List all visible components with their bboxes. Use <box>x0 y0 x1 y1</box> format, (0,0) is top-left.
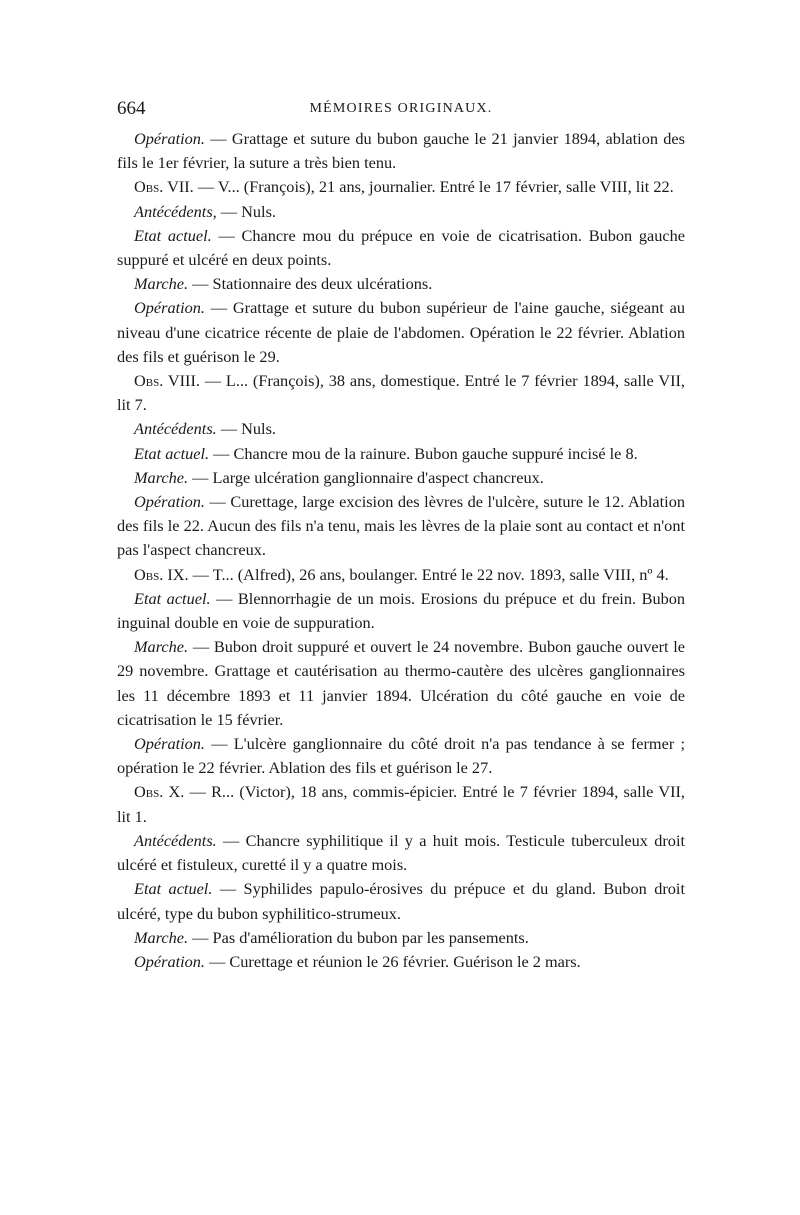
paragraph <box>117 200 685 224</box>
paragraph-text: — Syphilides papulo-érosives du prépuce et du gland. Bubon droit ulcéré, type du bubon syphilitico-strumeux. <box>117 879 685 923</box>
paragraph-text: — Bubon droit suppuré et ouvert le 24 novembre. Bubon gauche ouvert le 29 novembre. Grattage et cautérisation au thermo-cautère des ulcères ganglionnaires les 11 décembre 1893 et 11 janvier 1894. Ulcération du côté gauche en voie de cicatrisation le 15 février. <box>117 637 685 729</box>
section-label: Marche. <box>134 467 189 487</box>
paragraph <box>117 466 685 490</box>
paragraph <box>117 442 685 466</box>
paragraph-text: — Grattage et suture du bubon gauche le 21 janvier 1894, ablation des fils le 1er février, la suture a très bien tenu. <box>117 129 685 173</box>
paragraph-text: X. — R... (Victor), 18 ans, commis-épicier. Entré le 7 février 1894, salle VII, lit 1. <box>117 782 685 826</box>
section-label: Opération. <box>134 492 205 512</box>
paragraph-text: — Blennorrhagie de un mois. Erosions du prépuce et du frein. Bubon inguinal double en voie de suppuration. <box>117 588 686 633</box>
paragraph <box>117 369 685 417</box>
paragraph <box>117 950 685 974</box>
page-header <box>117 98 685 122</box>
observation-label: Obs. <box>134 564 164 584</box>
paragraph <box>117 127 685 175</box>
paragraph-text: VIII. — L... (François), 38 ans, domestique. Entré le 7 février 1894, salle VII, lit 7. <box>117 371 685 415</box>
section-label: Etat actuel. <box>134 588 211 608</box>
observation-label: Obs. <box>134 177 164 197</box>
paragraph <box>117 780 685 828</box>
paragraph-text: — Stationnaire des deux ulcérations. <box>188 274 433 294</box>
paragraph <box>117 635 685 732</box>
paragraph-text: — Nuls. <box>216 419 276 439</box>
section-label: Opération. <box>134 129 205 148</box>
paragraph-text: — Chancre mou du prépuce en voie de cicatrisation. Bubon gauche suppuré et ulcéré en deux points. <box>117 225 685 270</box>
section-label: Opération. <box>134 951 205 971</box>
paragraph <box>117 563 685 587</box>
section-label: Antécédents. <box>134 419 217 439</box>
section-label: Antécédents. <box>134 830 217 850</box>
section-label: Opération. <box>134 734 205 754</box>
section-label: Etat actuel. <box>134 879 213 899</box>
body-text <box>117 127 685 974</box>
paragraph <box>117 296 685 369</box>
observation-label: Obs. <box>134 782 164 802</box>
section-label: Etat actuel. <box>134 225 212 245</box>
paragraph <box>117 829 685 877</box>
paragraph <box>117 490 685 563</box>
paragraph-text: — Grattage et suture du bubon supérieur de l'aine gauche, siégeant au niveau d'une cicatrice récente de plaie de l'abdomen. Opération le 22 février. Ablation des fils et guérison le 29. <box>117 298 685 366</box>
section-label: Etat actuel. <box>134 443 210 463</box>
paragraph <box>117 877 685 925</box>
paragraph <box>117 926 685 950</box>
section-label: Opération. <box>134 298 205 318</box>
section-label: Marche. <box>134 274 189 294</box>
paragraph-text: — Chancre syphilitique il y a huit mois. Testicule tuberculeux droit ulcéré et fistuleux, curetté il y a quatre mois. <box>117 830 685 875</box>
paragraph-text: IX. — T... (Alfred), 26 ans, boulanger. Entré le 22 nov. 1893, salle VIII, nº 4. <box>163 564 669 584</box>
paragraph-text: — Large ulcération ganglionnaire d'aspect chancreux. <box>188 467 544 487</box>
page-number: 664 <box>117 98 146 119</box>
paragraph-text: — Curettage et réunion le 26 février. Guérison le 2 mars. <box>205 951 581 971</box>
paragraph-text: VII. — V... (François), 21 ans, journalier. Entré le 17 février, salle VIII, lit 22. <box>163 177 674 197</box>
paragraph <box>117 175 685 199</box>
running-title: MÉMOIRES ORIGINAUX. <box>309 101 493 116</box>
section-label: Marche. <box>134 927 189 947</box>
paragraph-text: — Nuls. <box>216 201 276 221</box>
observation-label: Obs. <box>134 371 164 391</box>
paragraph-text: — Curettage, large excision des lèvres de l'ulcère, suture le 12. Ablation des fils le 22. Aucun des fils n'a tenu, mais les lèvres de la plaie sont au contact et n'ont pas l'aspect chancreux. <box>117 492 685 560</box>
paragraph-text: — L'ulcère ganglionnaire du côté droit n'a pas tendance à se fermer ; opération le 22 février. Ablation des fils et guérison le 27. <box>117 734 685 778</box>
section-label: Antécédents, <box>134 201 217 221</box>
paragraph <box>117 272 685 296</box>
paragraph <box>117 417 685 441</box>
section-label: Marche. <box>134 637 189 657</box>
paragraph <box>117 224 685 272</box>
paragraph-text: — Pas d'amélioration du bubon par les pansements. <box>188 927 529 947</box>
paragraph <box>117 732 685 780</box>
paragraph <box>117 587 685 635</box>
paragraph-text: — Chancre mou de la rainure. Bubon gauche suppuré incisé le 8. <box>209 443 638 463</box>
